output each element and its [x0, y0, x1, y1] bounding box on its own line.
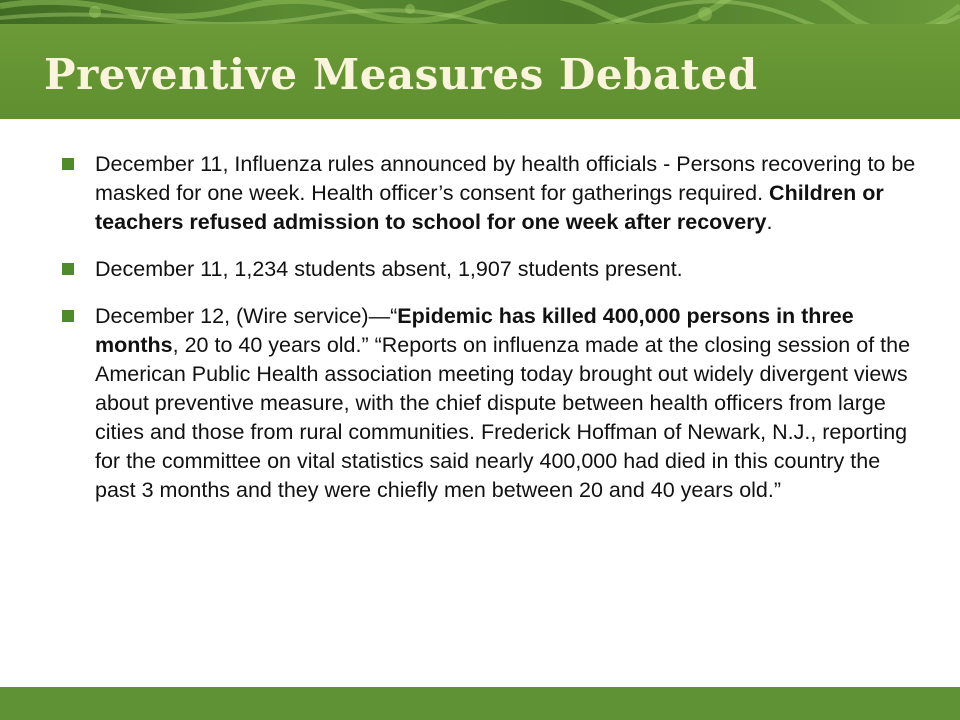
square-bullet-icon [62, 158, 74, 170]
square-bullet-icon [62, 310, 74, 322]
bullet-item [62, 150, 922, 237]
bullet-item [62, 255, 922, 284]
bullet-text-bold: Epidemic has killed 400,000 persons in three months [95, 304, 854, 357]
bullet-item [62, 302, 922, 505]
bullet-text: December 11, 1,234 students absent, 1,907 students present. [95, 257, 683, 281]
square-bullet-icon [62, 263, 74, 275]
bullet-text: December 12, (Wire service)—“ [95, 304, 398, 328]
title-bar [0, 24, 960, 119]
bullet-list [62, 150, 922, 523]
decorative-pattern-icon [0, 0, 960, 24]
decorative-footer-band [0, 687, 960, 720]
bullet-text: December 11, Influenza rules announced by health officials - Persons recovering to be masked for one week. Health officer’s consent for gatherings required. [95, 152, 916, 205]
bullet-text: . [766, 210, 773, 234]
bullet-text-bold: Children or teachers refused admission to school for one week after recovery [95, 181, 884, 234]
decorative-header-band [0, 0, 960, 24]
slide-title: Preventive Measures Debated [44, 50, 758, 99]
bullet-text: , 20 to 40 years old.” “Reports on influenza made at the closing session of the American Public Health association meeting today brought out widely divergent views about preventive measure, with the chief dispute between health officers from large cities and those from rural communities. Frederick Hoffman of Newark, N.J., reporting for the committee on vital statistics said nearly 400,000 had died in this country the past 3 months and they were chiefly men between 20 and 40 years old.” [95, 333, 911, 502]
